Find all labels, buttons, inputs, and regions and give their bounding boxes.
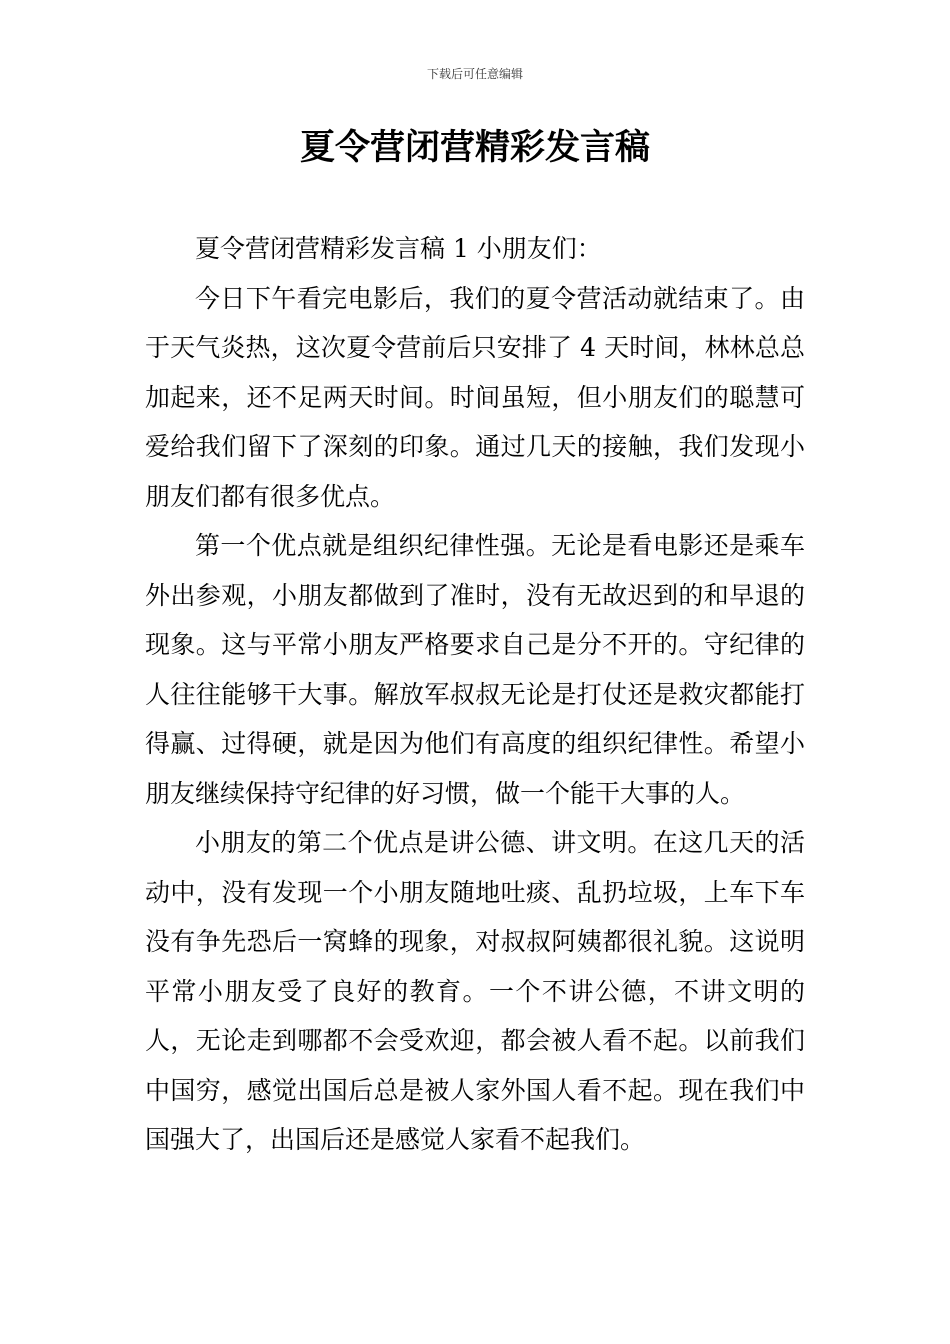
page-header-note: 下载后可任意编辑 (426, 67, 523, 81)
document-body (145, 224, 805, 1165)
paragraph-second-merit: 小朋友的第二个优点是讲公德、讲文明。在这几天的活动中，没有发现一个小朋友随地吐痰、乱扔垃圾，上车下车没有争先恐后一窝蜂的现象，对叔叔阿姨都很礼貌。这说明平常小朋友受了良好的教育。一个不讲公德，不讲文明的人，无论走到哪都不会受欢迎，都会被人看不起。以前我们中国穷，感觉出国后总是被人家外国人看不起。现在我们中国强大了，出国后还是感觉人家看不起我们。 (145, 828, 805, 1154)
paragraph-first-merit: 第一个优点就是组织纪律性强。无论是看电影还是乘车外出参观，小朋友都做到了准时，没有无故迟到的和早退的现象。这与平常小朋友严格要求自己是分不开的。守纪律的人往往能够干大事。解放军叔叔无论是打仗还是救灾都能打得赢、过得硬，就是因为他们有高度的组织纪律性。希望小朋友继续保持守纪律的好习惯，做一个能干大事的人。 (145, 531, 805, 808)
document-title: 夏令营闭营精彩发言稿 (299, 128, 650, 168)
paragraph-intro: 今日下午看完电影后，我们的夏令营活动就结束了。由于天气炎热，这次夏令营前后只安排了 4 天时间，林林总总加起来，还不足两天时间。时间虽短，但小朋友们的聪慧可爱给我们留下了深刻的印象。通过几天的接触，我们发现小朋友们都有很多优点。 (145, 283, 805, 511)
paragraph-greeting: 夏令营闭营精彩发言稿 1 小朋友们： (195, 234, 602, 263)
